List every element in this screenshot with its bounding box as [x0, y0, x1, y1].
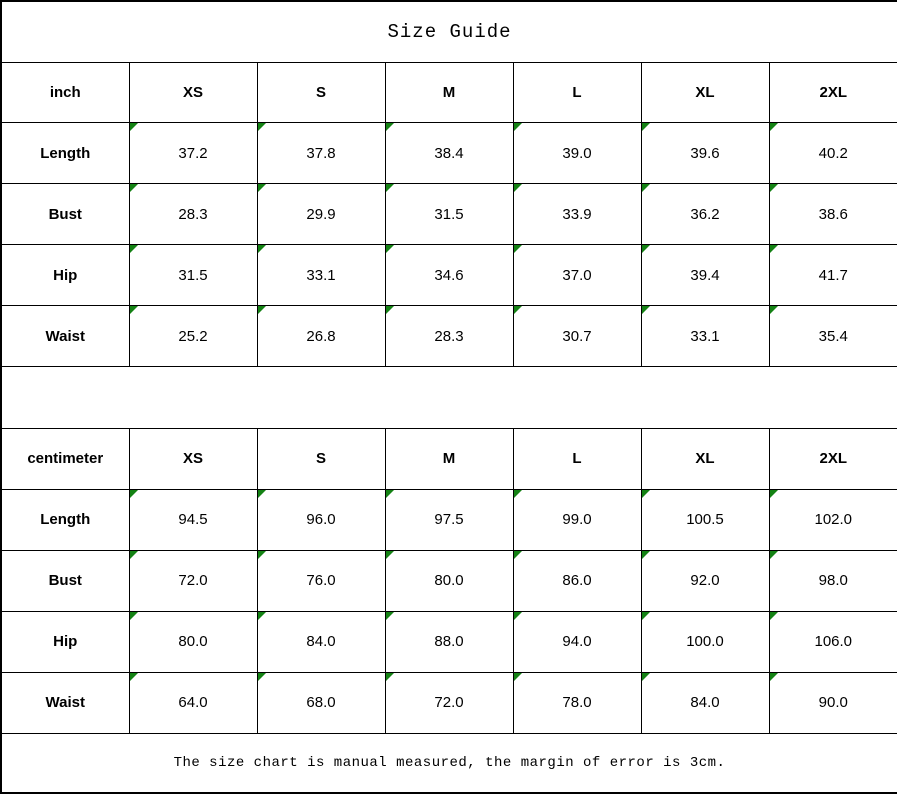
size-value-cell [257, 672, 385, 733]
size-value: 26.8 [306, 327, 336, 345]
size-value: 41.7 [818, 266, 848, 284]
size-header-cell-s: S [257, 63, 385, 123]
cell-flag-icon [770, 551, 778, 559]
measure-label-cell: Length [1, 123, 129, 184]
cell-flag-icon [642, 551, 650, 559]
size-header-cell-m: M [385, 63, 513, 123]
measure-label-cell: Waist [1, 306, 129, 367]
size-value-cell [513, 123, 641, 184]
cell-flag-icon [642, 612, 650, 620]
size-value: 97.5 [434, 511, 464, 529]
size-value-cell [385, 611, 513, 672]
size-value: 68.0 [306, 694, 336, 712]
footer-note: The size chart is manual measured, the margin of error is 3cm. [1, 733, 897, 793]
cell-flag-icon [130, 551, 138, 559]
size-value-cell [129, 611, 257, 672]
cell-flag-icon [770, 612, 778, 620]
table-row [1, 672, 897, 733]
cell-flag-icon [642, 306, 650, 314]
size-value-cell [385, 184, 513, 245]
cell-flag-icon [514, 673, 522, 681]
size-value: 37.8 [306, 144, 336, 162]
cell-flag-icon [770, 673, 778, 681]
size-value: 84.0 [690, 694, 720, 712]
size-value-cell [641, 489, 769, 550]
table-row [1, 184, 897, 245]
measure-label-cell: Waist [1, 672, 129, 733]
size-value: 72.0 [434, 694, 464, 712]
cell-flag-icon [642, 184, 650, 192]
size-value-cell [385, 306, 513, 367]
size-value-cell [129, 672, 257, 733]
size-value-cell [769, 245, 897, 306]
cell-flag-icon [130, 612, 138, 620]
cell-flag-icon [130, 490, 138, 498]
size-value: 80.0 [178, 633, 208, 651]
size-value: 94.5 [178, 511, 208, 529]
size-value-cell [129, 306, 257, 367]
unit-header-cell: centimeter [1, 429, 129, 489]
size-value-cell [129, 550, 257, 611]
size-header-cell-s: S [257, 429, 385, 489]
cell-flag-icon [770, 490, 778, 498]
cell-flag-icon [386, 306, 394, 314]
size-value: 78.0 [562, 694, 592, 712]
size-value: 106.0 [814, 633, 853, 651]
cell-flag-icon [386, 551, 394, 559]
table-row [1, 123, 897, 184]
size-value-cell [641, 306, 769, 367]
size-value-cell [385, 123, 513, 184]
cell-flag-icon [130, 306, 138, 314]
size-value: 28.3 [434, 327, 464, 345]
size-value-cell [129, 245, 257, 306]
cell-flag-icon [258, 673, 266, 681]
table-row [1, 306, 897, 367]
cell-flag-icon [258, 490, 266, 498]
size-header-cell-2xl: 2XL [769, 429, 897, 489]
size-value-cell [641, 611, 769, 672]
size-value-cell [769, 123, 897, 184]
size-value: 96.0 [306, 511, 336, 529]
title-row [1, 1, 897, 63]
size-value-cell [513, 245, 641, 306]
size-value: 86.0 [562, 572, 592, 590]
size-value-cell [769, 550, 897, 611]
cell-flag-icon [514, 490, 522, 498]
cell-flag-icon [386, 612, 394, 620]
size-value: 92.0 [690, 572, 720, 590]
size-value: 76.0 [306, 572, 336, 590]
inch-header-row [1, 63, 897, 123]
cell-flag-icon [386, 673, 394, 681]
size-header-cell-m: M [385, 429, 513, 489]
cell-flag-icon [514, 123, 522, 131]
cell-flag-icon [130, 184, 138, 192]
size-value-cell [257, 184, 385, 245]
cell-flag-icon [258, 612, 266, 620]
spacer-cell [1, 367, 897, 429]
size-value-cell [257, 489, 385, 550]
cell-flag-icon [258, 306, 266, 314]
table-row [1, 245, 897, 306]
cell-flag-icon [258, 123, 266, 131]
size-value: 30.7 [562, 327, 592, 345]
size-value-cell [129, 184, 257, 245]
size-value-cell [385, 672, 513, 733]
size-value: 72.0 [178, 572, 208, 590]
size-value-cell [129, 489, 257, 550]
size-value: 39.0 [562, 144, 592, 162]
size-value-cell [257, 306, 385, 367]
cell-flag-icon [770, 306, 778, 314]
cell-flag-icon [258, 184, 266, 192]
size-value: 102.0 [814, 511, 853, 529]
size-header-cell-xs: XS [129, 429, 257, 489]
size-value: 80.0 [434, 572, 464, 590]
cell-flag-icon [386, 123, 394, 131]
size-header-cell-l: L [513, 429, 641, 489]
measure-label-cell: Hip [1, 611, 129, 672]
size-value: 39.6 [690, 144, 720, 162]
table-row [1, 550, 897, 611]
size-value: 34.6 [434, 266, 464, 284]
size-value-cell [513, 672, 641, 733]
unit-header-cell: inch [1, 63, 129, 123]
size-value: 28.3 [178, 205, 208, 223]
cell-flag-icon [642, 490, 650, 498]
size-value: 33.1 [690, 327, 720, 345]
cell-flag-icon [386, 490, 394, 498]
cell-flag-icon [514, 306, 522, 314]
size-value: 84.0 [306, 633, 336, 651]
size-value-cell [641, 550, 769, 611]
size-value-cell [513, 611, 641, 672]
size-value-cell [769, 672, 897, 733]
size-value-cell [513, 550, 641, 611]
size-value: 94.0 [562, 633, 592, 651]
cell-flag-icon [386, 245, 394, 253]
size-value: 100.5 [686, 511, 724, 529]
size-value-cell [769, 306, 897, 367]
size-value-cell [641, 123, 769, 184]
spacer-row [1, 367, 897, 429]
size-value-cell [513, 489, 641, 550]
size-value: 33.9 [562, 205, 592, 223]
size-value: 36.2 [690, 205, 720, 223]
measure-label-cell: Hip [1, 245, 129, 306]
cell-flag-icon [130, 245, 138, 253]
cell-flag-icon [514, 551, 522, 559]
cell-flag-icon [514, 612, 522, 620]
size-value: 31.5 [178, 266, 208, 284]
size-value: 25.2 [178, 327, 208, 345]
table-row [1, 489, 897, 550]
size-header-cell-l: L [513, 63, 641, 123]
page-title: Size Guide [1, 1, 897, 63]
cell-flag-icon [770, 123, 778, 131]
size-value: 38.4 [434, 144, 464, 162]
cell-flag-icon [642, 245, 650, 253]
size-value: 100.0 [686, 633, 724, 651]
size-value-cell [257, 245, 385, 306]
size-value: 29.9 [306, 205, 336, 223]
size-value: 33.1 [306, 266, 336, 284]
size-value: 35.4 [818, 327, 848, 345]
size-value-cell [641, 184, 769, 245]
size-value-cell [513, 184, 641, 245]
cell-flag-icon [514, 245, 522, 253]
size-value-cell [769, 489, 897, 550]
size-value: 38.6 [818, 205, 848, 223]
size-value: 31.5 [434, 205, 464, 223]
size-value: 37.2 [178, 144, 208, 162]
size-header-cell-xl: XL [641, 429, 769, 489]
size-header-cell-2xl: 2XL [769, 63, 897, 123]
cell-flag-icon [386, 184, 394, 192]
cell-flag-icon [514, 184, 522, 192]
centimeter-header-row [1, 429, 897, 489]
table-row [1, 611, 897, 672]
size-header-cell-xs: XS [129, 63, 257, 123]
measure-label-cell: Bust [1, 184, 129, 245]
size-value-cell [385, 550, 513, 611]
size-value-cell [769, 184, 897, 245]
size-value-cell [257, 611, 385, 672]
footer-row [1, 733, 897, 793]
size-value-cell [641, 245, 769, 306]
size-value-cell [385, 245, 513, 306]
cell-flag-icon [642, 673, 650, 681]
size-value-cell [385, 489, 513, 550]
size-value: 99.0 [562, 511, 592, 529]
size-value-cell [641, 672, 769, 733]
size-value: 90.0 [818, 694, 848, 712]
size-value: 98.0 [818, 572, 848, 590]
cell-flag-icon [258, 551, 266, 559]
size-value-cell [769, 611, 897, 672]
cell-flag-icon [130, 123, 138, 131]
size-value-cell [513, 306, 641, 367]
size-value-cell [257, 123, 385, 184]
cell-flag-icon [770, 245, 778, 253]
cell-flag-icon [258, 245, 266, 253]
measure-label-cell: Bust [1, 550, 129, 611]
size-value: 37.0 [562, 266, 592, 284]
cell-flag-icon [770, 184, 778, 192]
cell-flag-icon [642, 123, 650, 131]
size-value: 39.4 [690, 266, 720, 284]
measure-label-cell: Length [1, 489, 129, 550]
size-value: 40.2 [818, 144, 848, 162]
size-header-cell-xl: XL [641, 63, 769, 123]
size-value-cell [129, 123, 257, 184]
size-value-cell [257, 550, 385, 611]
size-value: 88.0 [434, 633, 464, 651]
cell-flag-icon [130, 673, 138, 681]
size-value: 64.0 [178, 694, 208, 712]
